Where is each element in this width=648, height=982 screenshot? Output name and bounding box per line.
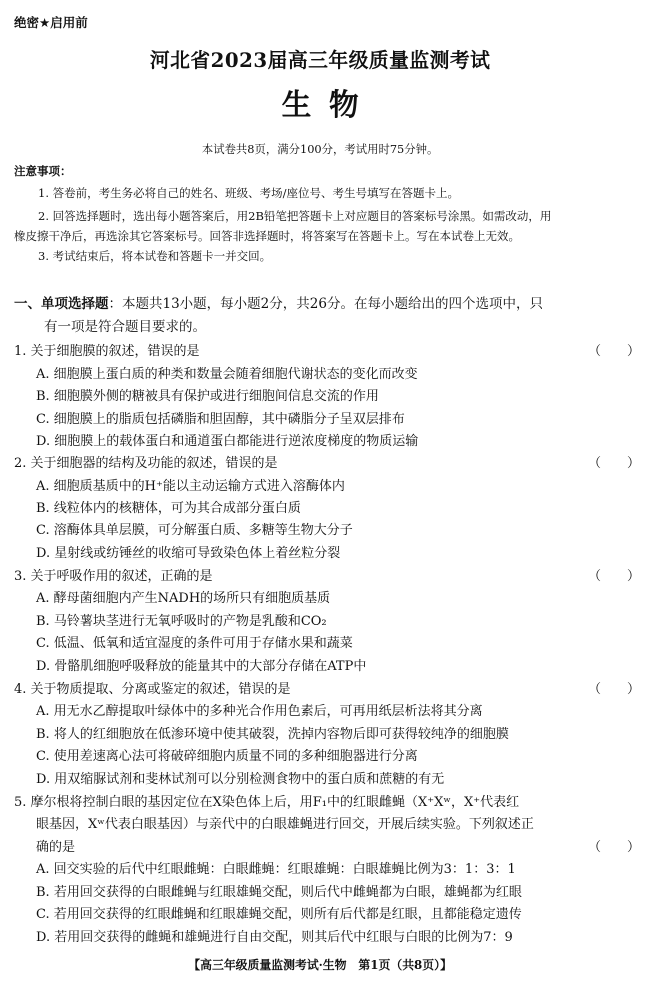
question-4-option-c: C. 使用差速离心法可将破碎细胞内质量不同的多种细胞器进行分离 [36, 749, 418, 764]
question-3-option-c: C. 低温、低氧和适宜湿度的条件可用于存储水果和蔬菜 [36, 636, 353, 651]
question-3-option-b: B. 马铃薯块茎进行无氧呼吸时的产物是乳酸和CO₂ [36, 614, 327, 629]
question-4-option-d: D. 用双缩脲试剂和斐林试剂可以分别检测食物中的蛋白质和蔗糖的有无 [36, 772, 445, 787]
question-1-option-c: C. 细胞膜上的脂质包括磷脂和胆固醇，其中磷脂分子呈双层排布 [36, 412, 405, 427]
question-2-stem: 2. 关于细胞器的结构及功能的叙述，错误的是 [14, 456, 278, 471]
question-5-stem-line-2: 眼基因，Xʷ代表白眼基因）与亲代中的白眼雄蝇进行回交，开展后续实验。下列叙述正 [36, 817, 534, 832]
question-1-option-a: A. 细胞膜上蛋白质的种类和数量会随着细胞代谢状态的变化而改变 [36, 367, 418, 382]
exam-meta: 本试卷共8页，满分100分，考试用时75分钟。 [201, 142, 439, 156]
question-4-stem: 4. 关于物质提取、分离或鉴定的叙述，错误的是 [14, 682, 291, 697]
question-1-answer-paren: （ ） [588, 344, 641, 359]
section-text-line-2: 有一项是符合题目要求的。 [44, 319, 206, 335]
question-3-stem: 3. 关于呼吸作用的叙述，正确的是 [14, 569, 213, 584]
notice-heading: 注意事项： [14, 164, 72, 178]
exam-title: 河北省2023届高三年级质量监测考试 [149, 48, 491, 72]
question-2-option-c: C. 溶酶体具单层膜，可分解蛋白质、多糖等生物大分子 [36, 523, 353, 538]
notice-item-2-line-1: 2. 回答选择题时，选出每小题答案后，用2B铅笔把答题卡上对应题目的答案标号涂黑。如需改动，用 [38, 209, 552, 223]
question-5-option-d: D. 若用回交获得的雌蝇和雄蝇进行自由交配，则其后代中红眼与白眼的比例为7：9 [36, 930, 513, 945]
question-5-stem-line-1: 5. 摩尔根将控制白眼的基因定位在X染色体上后，用F₁中的红眼雌蝇（X⁺Xʷ，X⁺代表红 [14, 795, 520, 810]
section-text-line-1: ：本题共13小题，每小题2分，共26分。在每小题给出的四个选项中，只 [108, 296, 543, 312]
notice-item-2-line-2: 橡皮擦干净后，再选涂其它答案标号。回答非选择题时，将答案写在答题卡上。写在本试卷上无效。 [14, 229, 520, 243]
question-5-option-b: B. 若用回交获得的白眼雌蝇与红眼雄蝇交配，则后代中雌蝇都为白眼，雄蝇都为红眼 [36, 885, 522, 900]
subject-title: 生物 [281, 88, 377, 123]
question-4-option-a: A. 用无水乙醇提取叶绿体中的多种光合作用色素后，可再用纸层析法将其分离 [36, 704, 483, 719]
question-5-option-a: A. 回交实验的后代中红眼雌蝇：白眼雌蝇：红眼雄蝇：白眼雄蝇比例为3：1：3：1 [36, 862, 516, 877]
question-5-option-c: C. 若用回交获得的红眼雌蝇和红眼雄蝇交配，则所有后代都是红眼，且都能稳定遗传 [36, 907, 522, 922]
question-1-option-d: D. 细胞膜上的载体蛋白和通道蛋白都能进行逆浓度梯度的物质运输 [36, 434, 419, 449]
question-2-option-b: B. 线粒体内的核糖体，可为其合成部分蛋白质 [36, 501, 301, 516]
question-2-option-d: D. 星射线或纺锤丝的收缩可导致染色体上着丝粒分裂 [36, 546, 341, 561]
question-4-answer-paren: （ ） [588, 682, 641, 697]
question-3-option-a: A. 酵母菌细胞内产生NADH的场所只有细胞质基质 [36, 591, 331, 606]
question-1-option-b: B. 细胞膜外侧的糖被具有保护或进行细胞间信息交流的作用 [36, 389, 379, 404]
section-heading [14, 292, 543, 312]
question-4-option-b: B. 将人的红细胞放在低渗环境中使其破裂，洗掉内容物后即可获得较纯净的细胞膜 [36, 727, 509, 742]
section-label: 一、单项选择题 [14, 296, 109, 312]
question-5-answer-paren: （ ） [588, 840, 641, 855]
confidential-label: 绝密★启用前 [14, 15, 88, 30]
notice-item-3: 3. 考试结束后，将本试卷和答题卡一并交回。 [38, 249, 272, 263]
page-footer: 【高三年级质量监测考试·生物 第1页（共8页）】 [188, 958, 452, 972]
question-3-answer-paren: （ ） [588, 569, 641, 584]
question-5-stem-line-3: 确的是 [36, 840, 76, 855]
question-1-stem: 1. 关于细胞膜的叙述，错误的是 [14, 344, 200, 359]
question-2-answer-paren: （ ） [588, 456, 641, 471]
question-3-option-d: D. 骨骼肌细胞呼吸释放的能量其中的大部分存储在ATP中 [36, 659, 367, 674]
notice-item-1: 1. 答卷前，考生务必将自己的姓名、班级、考场/座位号、考生号填写在答题卡上。 [38, 186, 459, 200]
question-2-option-a: A. 细胞质基质中的H⁺能以主动运输方式进入溶酶体内 [36, 479, 345, 494]
